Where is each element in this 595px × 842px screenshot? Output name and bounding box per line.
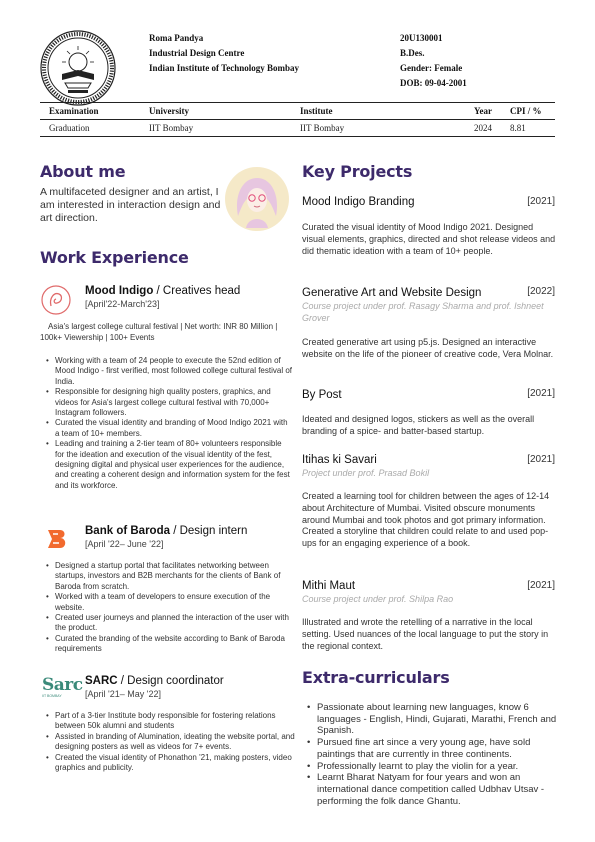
bank-of-baroda-logo bbox=[44, 526, 70, 552]
about-text: A multifaceted designer and an artist, I am interested in interaction design and art direction. bbox=[40, 186, 221, 224]
th-cpi: CPI / % bbox=[510, 106, 542, 116]
project-subtitle: Project under prof. Prasad Bokil bbox=[302, 468, 430, 478]
table-bottom-rule bbox=[40, 136, 555, 137]
list-item: • Designed a startup portal that facilitates networking between startups, investors and B2B merchants for the clients of Bank of Baroda from scratch. bbox=[45, 561, 295, 592]
project-subtitle: Course project under prof. Rasagy Sharma and prof. Ishneet Grover bbox=[302, 301, 544, 323]
project-title: Generative Art and Website Design bbox=[302, 287, 482, 299]
project-desc: Created a learning tool for children between the ages of 12-14 about Architecture of Mumbai. Visited obscure monuments around Mumbai and took photos and got primary information. Created a storyline that children could relate to and used pop-ups for an engaging experience of a book. bbox=[302, 491, 550, 549]
gender: Gender: Female bbox=[400, 63, 463, 73]
extra-bullets bbox=[306, 702, 558, 807]
work-summary-mood-indigo: Asia's largest college cultural festival | Net worth: INR 80 Million | 100k+ Viewership | 100+ Events bbox=[40, 322, 278, 342]
project-title: Mithi Maut bbox=[302, 580, 356, 592]
avatar bbox=[224, 166, 290, 232]
project-desc: Created generative art using p5.js. Designed an interactive website on the life of the pioneer of creative code, Vera Molnar. bbox=[302, 337, 554, 359]
th-examination: Examination bbox=[49, 106, 99, 116]
mood-indigo-logo bbox=[40, 284, 72, 316]
list-item: • Professionally learnt to play the violin for a year. bbox=[306, 761, 558, 773]
list-item: • Working with a team of 24 people to execute the 52nd edition of Mood Indigo - first verified, most followed college cultural festival of India. bbox=[45, 356, 293, 387]
department: Industrial Design Centre bbox=[149, 48, 245, 58]
org-name: Bank of Baroda bbox=[85, 525, 170, 537]
list-item: • Created user journeys and planned the interaction of the user with the product. bbox=[45, 613, 295, 634]
project-year: [2022] bbox=[527, 286, 555, 297]
list-item: • Responsible for designing high quality posters, graphics, and videos for Asia's largest college cultural festival with 70,000+ Instagram followers. bbox=[45, 387, 293, 418]
org-name: Mood Indigo bbox=[85, 285, 154, 297]
list-item: • Curated the visual identity and branding of Mood Indigo 2021 with a team of 10+ members. bbox=[45, 418, 293, 439]
work-role-sarc bbox=[85, 675, 224, 687]
project-title: Itihas ki Savari bbox=[302, 454, 377, 466]
project-subtitle: Course project under prof. Shilpa Rao bbox=[302, 594, 454, 604]
roll-number: 20U130001 bbox=[400, 33, 443, 43]
list-item: • Passionate about learning new languages, know 6 languages - English, Hindi, Gujarati, Marathi, French and Spanish. bbox=[306, 702, 558, 737]
td-examination: Graduation bbox=[49, 123, 90, 133]
td-cpi: 8.81 bbox=[510, 123, 526, 133]
td-year: 2024 bbox=[474, 123, 492, 133]
student-name: Roma Pandya bbox=[149, 33, 204, 43]
institute-name: Indian Institute of Technology Bombay bbox=[149, 63, 300, 73]
list-item: • Pursued fine art since a very young age, have sold paintings that are currently in three continents. bbox=[306, 737, 558, 760]
work-dates-sarc: [April '21– May '22] bbox=[85, 689, 161, 699]
work-dates-mood-indigo: [April'22-March'23] bbox=[85, 299, 160, 309]
list-item: • Curated the branding of the website according to Bank of Baroda requirements bbox=[45, 634, 295, 655]
project-desc: Illustrated and wrote the retelling of a narrative in the local setting. Used nuances of the local language to put the story in the regional context. bbox=[302, 617, 549, 651]
table-top-rule bbox=[40, 102, 555, 103]
list-item: • Worked with a team of developers to ensure execution of the website. bbox=[45, 592, 295, 613]
work-role-mood-indigo bbox=[85, 285, 240, 297]
work-dates-bob: [April '22– June '22] bbox=[85, 539, 164, 549]
project-year: [2021] bbox=[527, 388, 555, 399]
role-title: / Design coordinator bbox=[117, 675, 224, 687]
work-bullets-mood-indigo bbox=[45, 356, 293, 491]
project-year: [2021] bbox=[527, 454, 555, 465]
td-institute: IIT Bombay bbox=[300, 123, 345, 133]
list-item: • Part of a 3-tier Institute body responsible for fostering relations between 50k alumni and students bbox=[45, 711, 295, 732]
project-year: [2021] bbox=[527, 580, 555, 591]
work-bullets-bob bbox=[45, 561, 295, 655]
th-university: University bbox=[149, 106, 189, 116]
sarc-logo-sub: IIT BOMBAY bbox=[42, 694, 62, 698]
work-heading: Work Experience bbox=[40, 248, 189, 267]
work-bullets-sarc bbox=[45, 711, 295, 773]
list-item: • Created the visual identity of Phonathon '21, making posters, video graphics and publicity. bbox=[45, 753, 295, 774]
about-heading: About me bbox=[40, 162, 126, 181]
work-role-bob bbox=[85, 525, 247, 537]
extra-heading: Extra-curriculars bbox=[302, 668, 450, 687]
project-desc: Ideated and designed logos, stickers as well as the overall branding of a spice- and batter-based startup. bbox=[302, 414, 535, 436]
project-title: By Post bbox=[302, 389, 342, 401]
degree: B.Des. bbox=[400, 48, 425, 58]
project-year: [2021] bbox=[527, 196, 555, 207]
th-institute: Institute bbox=[300, 106, 333, 116]
th-year: Year bbox=[474, 106, 492, 116]
iitb-logo bbox=[38, 28, 118, 108]
sarc-logo: Sarc IIT BOMBAY bbox=[42, 675, 83, 698]
projects-heading: Key Projects bbox=[302, 162, 413, 181]
table-mid-rule bbox=[40, 119, 555, 120]
td-university: IIT Bombay bbox=[149, 123, 194, 133]
project-title: Mood Indigo Branding bbox=[302, 196, 415, 208]
role-title: / Creatives head bbox=[153, 285, 241, 297]
dob: DOB: 09-04-2001 bbox=[400, 78, 467, 88]
list-item: • Leading and training a 2-tier team of 80+ volunteers responsible for the ideation and execution of the visual identity of the fest, designing digital and physical user experiences for the audience, and creating a coherent design and information system for the fest and its workforce. bbox=[45, 439, 293, 491]
list-item: • Learnt Bharat Natyam for four years and won an international dance competition called Udbhav Utsav - performing the folk dance Ghantu. bbox=[306, 772, 558, 807]
org-name: SARC bbox=[85, 675, 118, 687]
project-desc: Curated the visual identity of Mood Indigo 2021. Designed visual elements, graphics, directed and shot release videos and did thematic ideation with a team of 10+ people. bbox=[302, 222, 556, 256]
role-title: / Design intern bbox=[170, 525, 248, 537]
list-item: • Assisted in branding of Alumination, ideating the website portal, and designing posters as well as videos for 7+ events. bbox=[45, 732, 295, 753]
